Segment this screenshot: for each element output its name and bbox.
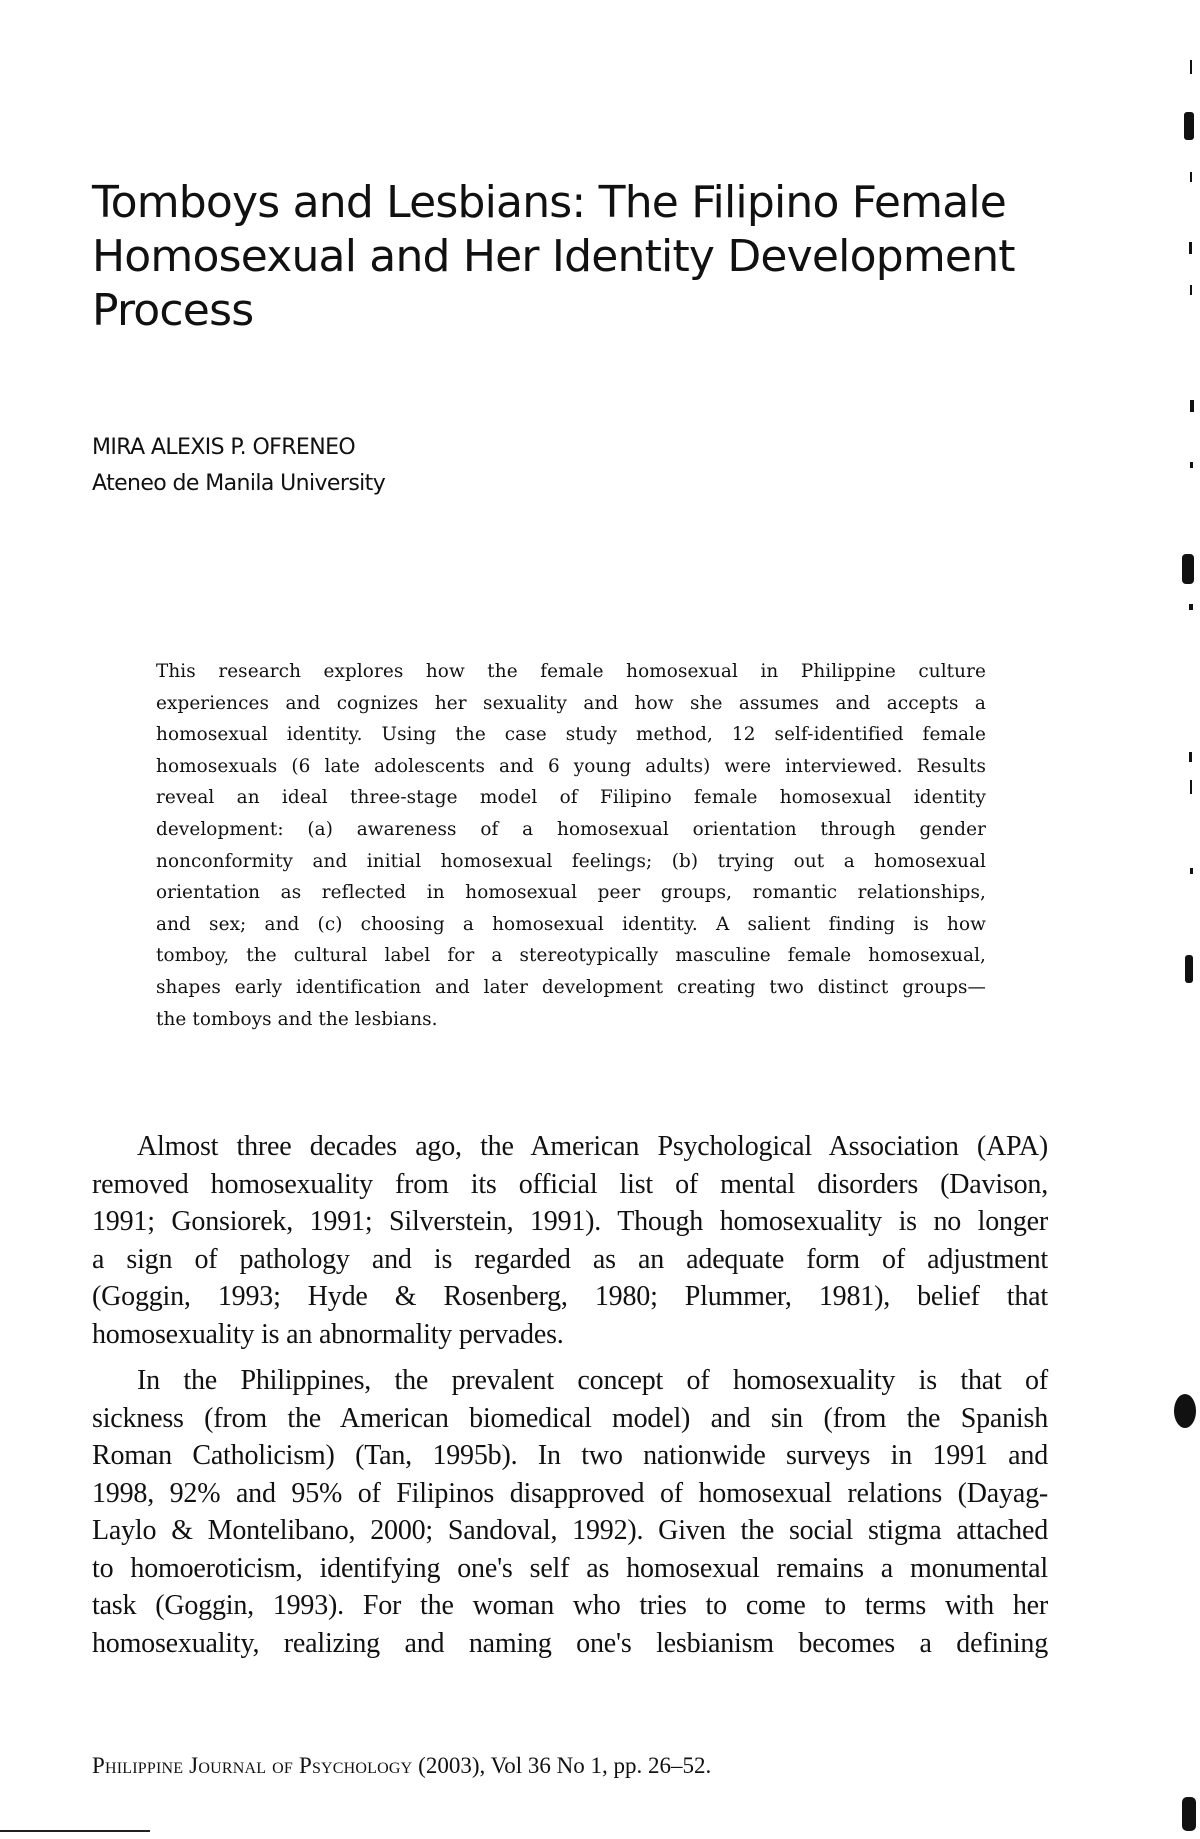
body-line: Laylo & Montelibano, 2000; Sandoval, 1992). Given the social stigma attached [92, 1515, 1048, 1546]
body-line: a sign of pathology and is regarded as an adequate form of adjustment [92, 1243, 1048, 1275]
body-line: (Goggin, 1993; Hyde & Rosenberg, 1980; Plummer, 1981), belief that [92, 1281, 1048, 1312]
author-name: MIRA ALEXIS P. OFRENEO [92, 435, 356, 460]
title-line: Process [92, 285, 254, 336]
scan-artifact-mark [1189, 242, 1192, 254]
body-line: homosexuality, realizing and naming one's lesbianism becomes a defining [92, 1627, 1048, 1659]
body-line: task (Goggin, 1993). For the woman who tries to come to terms with her [92, 1590, 1048, 1621]
abstract-line: This research explores how the female homosexual in Philippine culture [156, 661, 986, 682]
body-paragraph [92, 1128, 1048, 1353]
journal-citation: (2003), Vol 36 No 1, pp. 26–52. [412, 1753, 712, 1778]
footer-rule [0, 1830, 150, 1832]
scan-artifact-mark [1182, 554, 1194, 584]
body-line: Almost three decades ago, the American Psychological Association (APA) [137, 1131, 1048, 1162]
abstract-line: reveal an ideal three-stage model of Filipino female homosexual identity [156, 787, 986, 809]
journal-name: Philippine Journal of Psychology [92, 1753, 413, 1778]
body-text [92, 1128, 1048, 1662]
paper-title [92, 176, 1032, 338]
abstract-line: tomboy, the cultural label for a stereotypically masculine female homosexual, [156, 945, 986, 967]
body-line: sickness (from the American biomedical model) and sin (from the Spanish [92, 1402, 1048, 1434]
body-line: 1991; Gonsiorek, 1991; Silverstein, 1991). Though homosexuality is no longer [92, 1206, 1048, 1237]
scan-artifact-mark [1190, 60, 1192, 74]
abstract-line: the tomboys and the lesbians. [156, 1008, 438, 1030]
scan-artifact-mark [1190, 285, 1192, 295]
scan-artifact-mark [1190, 462, 1193, 468]
abstract-line: and sex; and (c) choosing a homosexual identity. A salient finding is how [156, 913, 986, 935]
body-paragraph [92, 1362, 1048, 1662]
abstract [156, 656, 986, 1035]
title-line: Tomboys and Lesbians: The Filipino Female [92, 177, 1007, 228]
scan-artifact-mark [1184, 112, 1194, 140]
abstract-line: development: (a) awareness of a homosexual orientation through gender [156, 818, 986, 840]
body-line: removed homosexuality from its official list of mental disorders (Davison, [92, 1168, 1048, 1200]
abstract-line: experiences and cognizes her sexuality and how she assumes and accepts a [156, 692, 986, 714]
body-line: In the Philippines, the prevalent concept of homosexuality is that of [137, 1365, 1048, 1396]
scan-artifact-mark [1190, 780, 1192, 794]
scan-artifact-mark [1190, 400, 1194, 412]
scan-artifact-mark [1190, 868, 1193, 874]
title-line: Homosexual and Her Identity Development [92, 231, 1015, 282]
abstract-line: orientation as reflected in homosexual peer groups, romantic relationships, [156, 882, 986, 904]
scan-artifact-mark [1182, 1797, 1196, 1831]
scan-artifact-dot [1174, 1394, 1196, 1428]
body-line: to homoeroticism, identifying one's self as homosexual remains a monumental [92, 1552, 1048, 1584]
abstract-line: shapes early identification and later development creating two distinct groups— [156, 976, 986, 998]
body-line: Roman Catholicism) (Tan, 1995b). In two nationwide surveys in 1991 and [92, 1440, 1048, 1471]
scan-artifact-mark [1189, 752, 1192, 762]
scan-artifact-mark [1189, 604, 1193, 610]
abstract-line: homosexual identity. Using the case study method, 12 self-identified female [156, 724, 986, 746]
journal-citation-footer [92, 1751, 711, 1781]
abstract-line: nonconformity and initial homosexual feelings; (b) trying out a homosexual [156, 850, 986, 872]
body-line: 1998, 92% and 95% of Filipinos disapproved of homosexual relations (Dayag- [92, 1477, 1048, 1509]
scan-artifact-mark [1190, 172, 1192, 182]
author-affiliation: Ateneo de Manila University [92, 471, 386, 496]
body-line: homosexuality is an abnormality pervades. [92, 1318, 564, 1350]
scan-artifact-mark [1185, 955, 1193, 983]
abstract-line: homosexuals (6 late adolescents and 6 young adults) were interviewed. Results [156, 755, 986, 777]
